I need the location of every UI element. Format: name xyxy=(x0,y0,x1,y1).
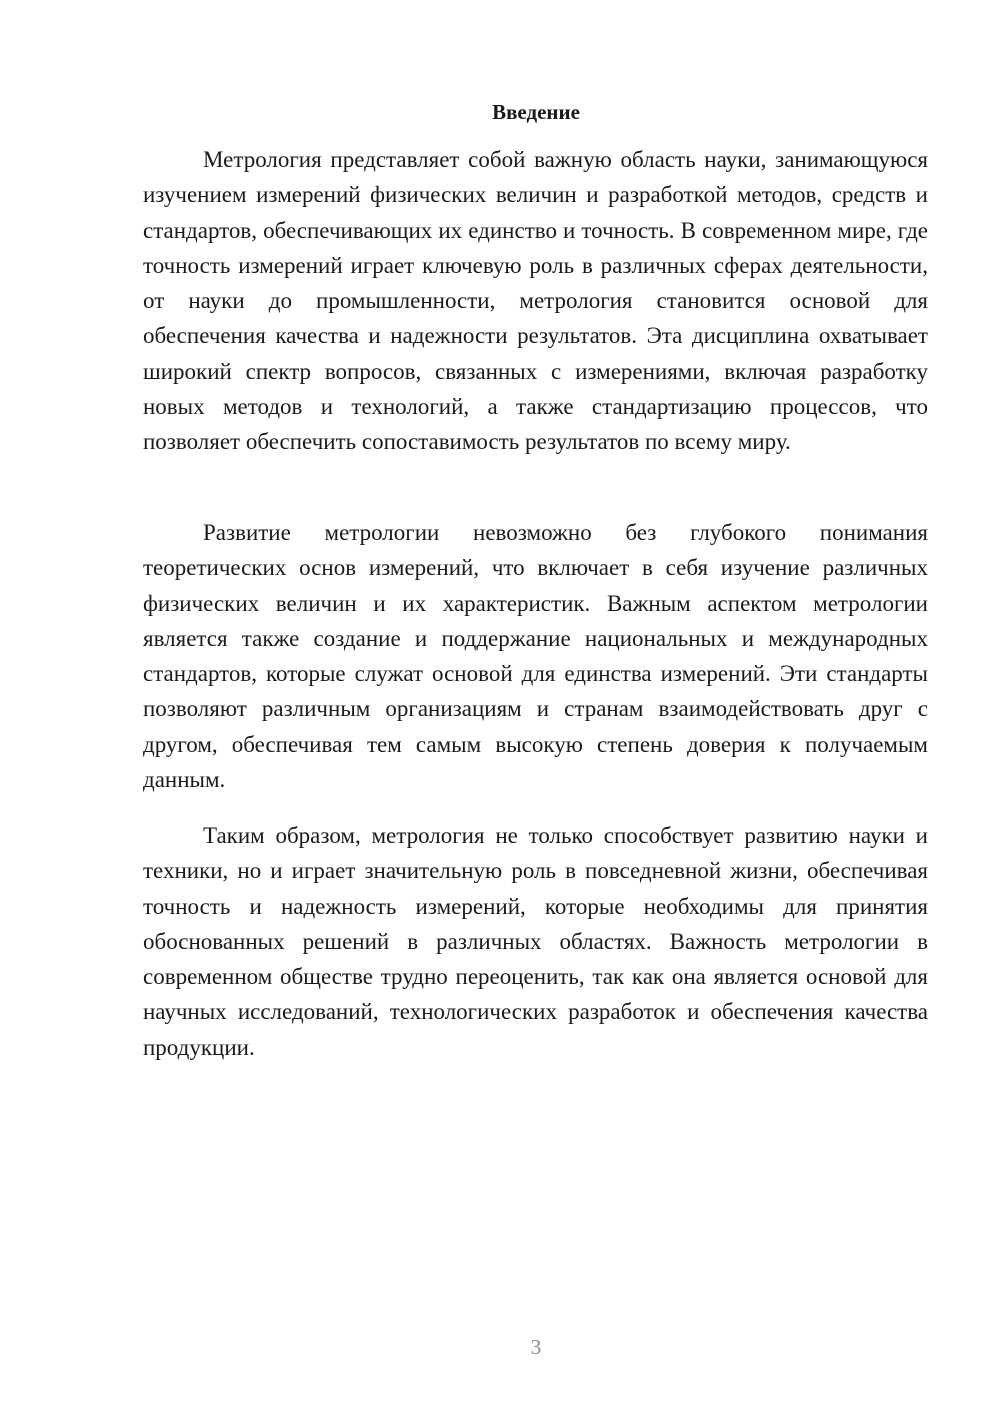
page-number: 3 xyxy=(530,1335,542,1359)
paragraph-1: Метрология представляет собой важную область науки, занимающуюся изучением измерений физических величин и разработкой методов, средств и стандартов, обеспечивающих их единство и точность. В современном мире, где точность измерений играет ключевую роль в различных сферах деятельности, от науки до промышленности, метрология становится основой для обеспечения качества и надежности результатов. Эта дисциплина охватывает широкий спектр вопросов, связанных с измерениями, включая разработку новых методов и технологий, а также стандартизацию процессов, что позволяет обеспечить сопоставимость результатов по всему миру. xyxy=(143,147,928,455)
paragraph-3: Таким образом, метрология не только способствует развитию науки и техники, но и играет значительную роль в повседневной жизни, обеспечивая точность и надежность измерений, которые необходимы для принятия обоснованных решений в различных областях. Важность метрологии в современном обществе трудно переоценить, так как она является основой для научных исследований, технологических разработок и обеспечения качества продукции. xyxy=(143,823,928,1060)
section-title: Введение xyxy=(492,100,580,124)
paragraph-2: Развитие метрологии невозможно без глубокого понимания теоретических основ измерений, что включает в себя изучение различных физических величин и их характеристик. Важным аспектом метрологии является также создание и поддержание национальных и международных стандартов, которые служат основой для единства измерений. Эти стандарты позволяют различным организациям и странам взаимодействовать друг с другом, обеспечивая тем самым высокую степень доверия к получаемым данным. xyxy=(143,520,928,793)
